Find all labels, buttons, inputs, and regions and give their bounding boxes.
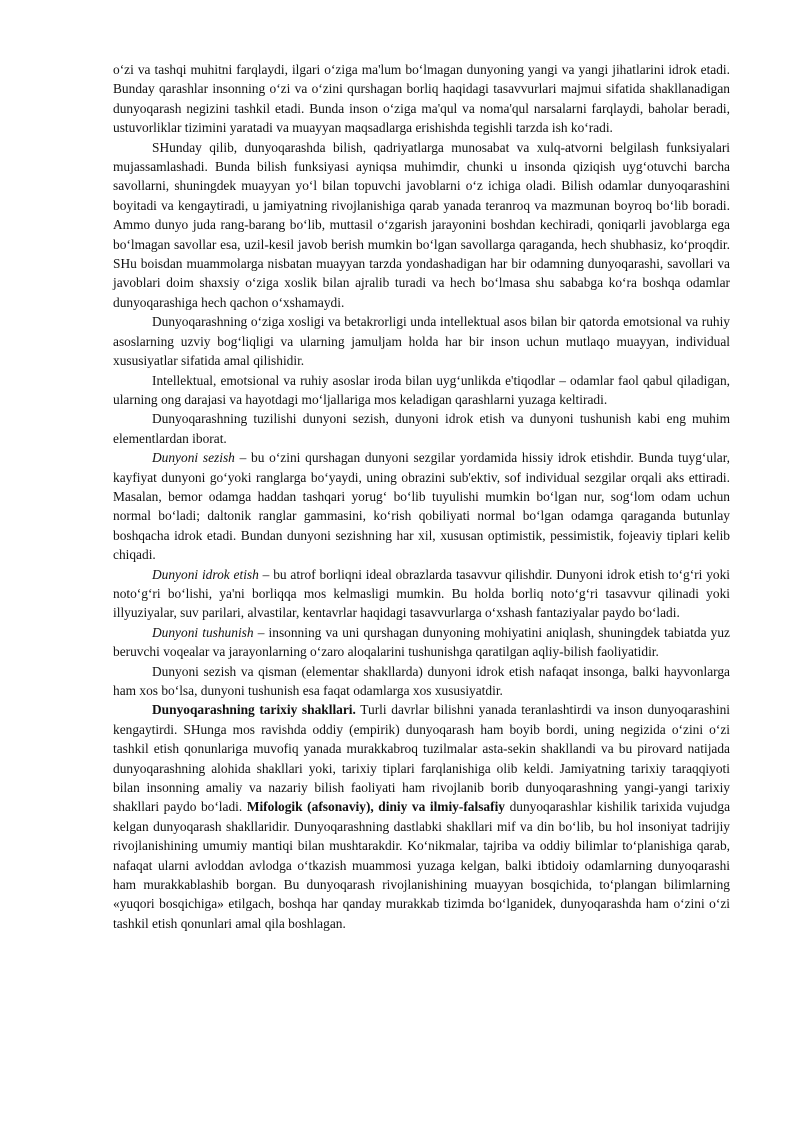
understanding-text: – insonning va uni qurshagan dunyoning mohiyatini aniqlash, shuningdek tabiatda yuz beruvchi voqealar va jarayonlarning o‘zaro aloqalarini tushunishga qaratilgan aqliy-bilish faoliyatidir.: [113, 624, 730, 660]
bold-forms: Mifologik (afsonaviy), diniy va ilmiy-falsafiy: [246, 799, 505, 815]
paragraph-beliefs: Intellektual, emotsional va ruhiy asoslar iroda bilan uyg‘unlikda e'tiqodlar – odamlar faol qabul qiladigan, ularning ong darajasi va hayotdagi mo‘ljallariga mos keladigan qarashlarni yuzaga keltiradi.: [113, 372, 730, 407]
historical-text-a: Turli davrlar bilishni yanada teranlashtirdi va inson dunyoqarashini kengaytirdi. SHunga mos ravishda oddiy (empirik) dunyoqarash ham boyib bordi, uning negizida o‘zini o‘zi tashkil etish qonunlariga muvofiq yanada murakkabroq tuzilmalar asta-sekin shakllandi va bu pirovard natijada dunyoqarashning alohida shakllari yoki, tarixiy tiplari farqlanishiga olib keldi. Jamiyatning tarixiy taraqqiyoti bilan insonning amaliy va nazariy bilish faoliyati ham rivojlanib borib dunyoqarashning yangi-yangi tarixiy shakllari paydo bo‘ladi.: [113, 702, 731, 815]
historical-text-b: dunyoqarashlar kishilik tarixida vujudga kelgan dunyoqarash shakllaridir. Dunyoqarashning dastlabki shakllari mif va din bo‘lib, bu hol insoniyat tadrijiy rivojlanishining umumiy mantiqi bilan mushtarakdir. Ko‘nikmalar, tajriba va oddiy bilimlar to‘planishiga qarab, nafaqat ularni avloddan avlodga o‘tkazish muammosi yuzaga kelgan, balki ibtidoiy odamlarning dunyoqarashi ham murakkablashib borgan. Bu dunyoqarash rivojlanishining muayyan bosqichida, to‘plangan bilimlarning «yuqori bosqichiga» etilgach, boshqa har qanday murakkab tizimda bo‘lganidek, dunyoqarashda ham o‘zini o‘zi tashkil etish qonunlari amal qila boshlagan.: [113, 799, 731, 931]
section-heading: Dunyoqarashning tarixiy shakllari.: [152, 702, 356, 718]
sensing-text: – bu o‘zini qurshagan dunyoni sezgilar yordamida hissiy idrok etishdir. Bunda tuyg‘ular, kayfiyat dunyoni go‘yoki ranglarga bo‘yaydi, uning obrazini sub'ektiv, sof individual sezgilar orqali aks ettiradi. Masalan, bemor odamga haddan tashqari yorug‘ bo‘lib tuyulishi mumkin bo‘lgan nur, sog‘lom odam uchun normal bo‘ladi; daltonik ranglar gammasini, ko‘rish qobiliyati normal bo‘lgan odamga qaraganda butunlay boshqacha idrok etadi. Bundan dunyoni sezishning har xil, xususan optimistik, pessimistik, fojeaviy tiplari kelib chiqadi.: [113, 450, 730, 563]
term-perception: Dunyoni idrok etish: [152, 566, 259, 582]
paragraph-functions: SHunday qilib, dunyoqarashda bilish, qadriyatlarga munosabat va xulq-atvorni belgilash funksiyalari mujassamlashadi. Bunda bilish funksiyasi ayniqsa muhimdir, chunki u insonda qiziqish uyg‘otuvchi barcha savollarni, shuningdek muayyan yo‘l bilan topuvchi javoblarni o‘z ichiga oladi. Bilish odamlar dunyoqarashini boyitadi va kengaytiradi, u jamiyatning rivojlanishiga qarab yanada teranroq va mazmunan boyroq bo‘lib boradi. Ammo dunyo juda rang-barang bo‘lib, muttasil o‘zgarish jarayonini boshdan kechiradi, qoniqarli javoblarga ega bo‘lmagan savollar esa, uzil-kesil javob berish mumkin bo‘lgan savollarga qaraganda, hech shubhasiz, ko‘proqdir. SHu boisdan muammolarga nisbatan muayyan tarzda yondashadigan har bir odamning dunyoqarashi, savollari va javoblari doim shaxsiy o‘ziga xoslik bilan ajralib turadi va hech bo‘lmasa shu sababga ko‘ra boshqa odamlar dunyoqarashiga hech qachon o‘xshamaydi.: [113, 139, 730, 310]
paragraph-historical-forms: [113, 700, 730, 933]
term-sensing: Dunyoni sezish: [152, 450, 235, 466]
term-understanding: Dunyoni tushunish: [152, 624, 254, 640]
paragraph-structure: Dunyoqarashning tuzilishi dunyoni sezish, dunyoni idrok etish va dunyoni tushunish kabi eng muhim elementlardan iborat.: [113, 411, 730, 446]
document-page: [113, 60, 730, 933]
paragraph-sensing: [113, 448, 730, 564]
paragraph-uniqueness: Dunyoqarashning o‘ziga xosligi va betakrorligi unda intellektual asos bilan bir qatorda emotsional va ruhiy asoslarning uzviy bog‘liqligi va ularning jamuljam holda har bir inson uchun mutlaqo muayyan, individual xususiyatlar sifatida amal qilishidir.: [113, 314, 730, 369]
perception-text: – bu atrof borliqni ideal obrazlarda tasavvur qilishdir. Dunyoni idrok etish to‘g‘ri yoki noto‘g‘ri bo‘lishi, ya'ni borliqqa mos kelmasligi mumkin. Bu holda borliq noto‘g‘ri tasavvur qilinadi yoki illyuziyalar, suv parilari, alvastilar, kentavrlar haqidagi tasavvurlarga o‘xshash fantaziyalar paydo bo‘ladi.: [113, 566, 730, 621]
paragraph-continuation: o‘zi va tashqi muhitni farqlaydi, ilgari o‘ziga ma'lum bo‘lmagan dunyoning yangi va yangi jihatlarini idrok etadi. Bunday qarashlar insonning o‘zi va o‘zini qurshagan borliq haqidagi tasavvurlari majmui sifatida shakllanadigan dunyoqarash negizini tashkil etadi. Bunda inson o‘ziga ma'qul va noma'qul narsalarni farqlaydi, baholar beradi, ustuvorliklar tizimini yaratadi va muayyan maqsadlarga erishishda tegishli tarzda ish ko‘radi.: [113, 62, 730, 136]
paragraph-understanding: [113, 623, 730, 662]
paragraph-animals: Dunyoni sezish va qisman (elementar shakllarda) dunyoni idrok etish nafaqat insonga, balki hayvonlarga ham xos bo‘lsa, dunyoni tushunish esa faqat odamlarga xos xususiyatdir.: [113, 663, 730, 698]
paragraph-perception: [113, 565, 730, 623]
